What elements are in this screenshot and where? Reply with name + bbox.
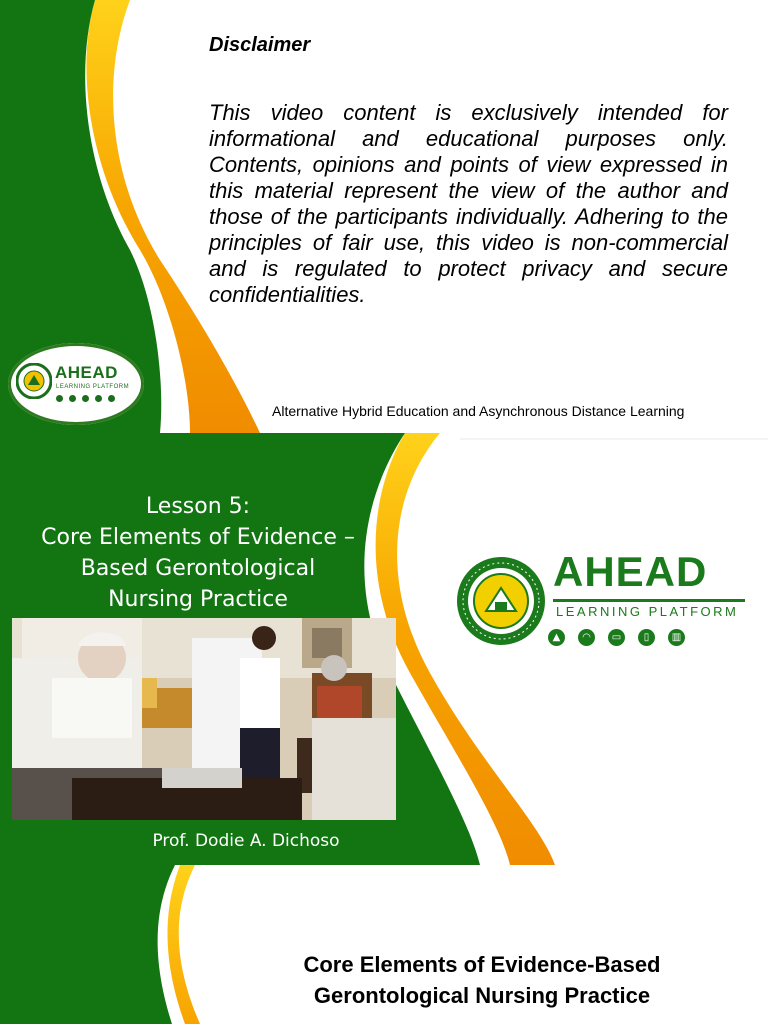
topic-title [200,949,764,1011]
phone-icon: ▯ [638,629,655,646]
disclaimer-heading: Disclaimer [209,34,311,56]
platform-dot-icon [95,395,102,402]
platform-dot-icon [108,395,115,402]
lesson-title-line: Lesson 5: [145,494,251,519]
platform-dot-icon [69,395,76,402]
monitor-icon: ▭ [608,629,625,646]
wifi-icon: ◠ [578,629,595,646]
author-name: Prof. Dodie A. Dichoso [152,831,340,851]
ahead-logo-text: AHEAD [553,548,708,595]
lesson-title-line: Core Elements of Evidence – [41,525,355,550]
lesson-title-line: Based Gerontological [80,556,316,581]
lesson-title-line: Nursing Practice [108,587,288,612]
platform-dot-icon [82,395,89,402]
platform-tagline: Alternative Hybrid Education and Asynchronous Distance Learning [272,403,685,419]
san-pablo-seal-icon [16,363,52,399]
nursing-home-photo [12,618,396,820]
san-pablo-seal-icon [455,555,547,647]
ahead-logo-text: AHEAD [55,363,118,382]
disclaimer-slide [0,0,768,433]
topic-title-slide [0,865,768,1024]
ahead-logo [8,343,144,425]
logo-divider [553,599,745,602]
platform-dot-icon [56,395,63,402]
chart-icon: ▥ [668,629,685,646]
learning-platform-text: LEARNING PLATFORM [56,384,130,390]
lesson-title [0,491,396,615]
disclaimer-text: This video content is exclusively intended for informational and educational purposes only. Contents, opinions and points of view expressed in this material represent the view of the author and those of the participants individually. Adhering to the principles of fair use, this video is non-commercial and is regulated to protect privacy and secure confidentialities. [209,100,728,307]
topic-title-line: Core Elements of Evidence-Based [303,952,661,977]
lesson-title-slide [0,433,768,865]
platform-icons [56,395,115,402]
car-icon: ▲ [548,629,565,646]
platform-icons [548,629,685,646]
topic-title-line: Gerontological Nursing Practice [313,983,651,1008]
learning-platform-text: LEARNING PLATFORM [556,604,739,619]
